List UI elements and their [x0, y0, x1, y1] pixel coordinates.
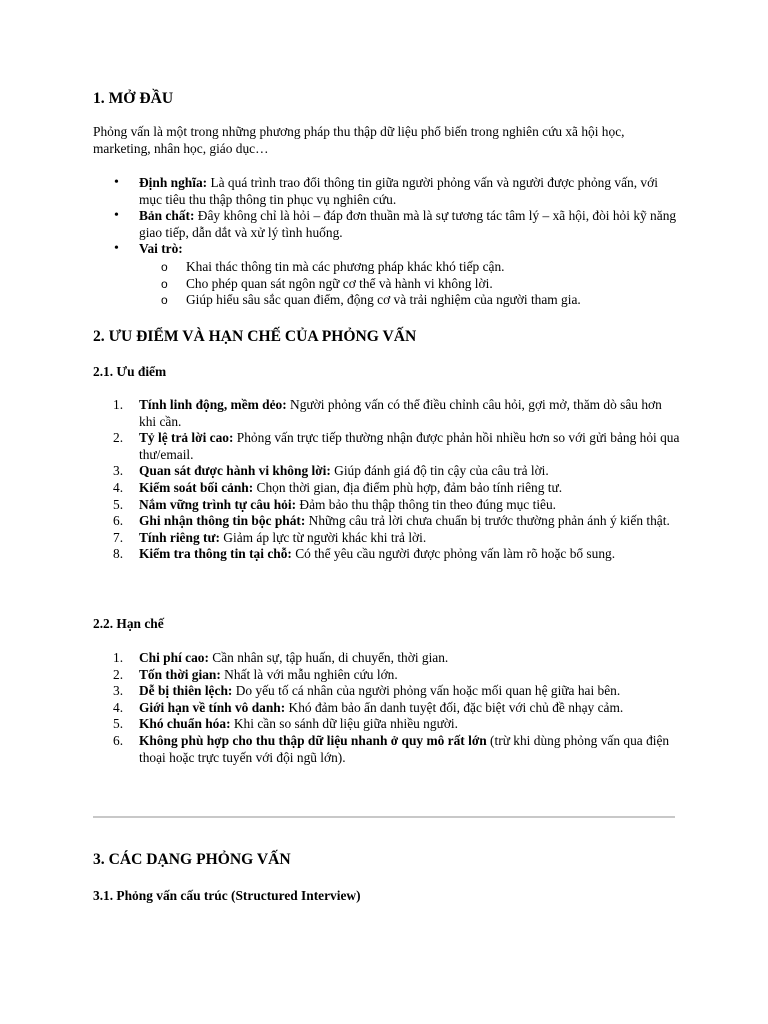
definition: Nhất là với mẫu nghiên cứu lớn.: [220, 666, 398, 682]
circle-bullet-icon: o: [161, 293, 168, 308]
definition: Khi cần so sánh dữ liệu giữa nhiều người.: [230, 716, 458, 732]
definition: Đảm bảo thu thập thông tin theo đúng mục tiêu.: [296, 496, 557, 512]
list-item: [93, 530, 681, 547]
subsection-3-1-title: 3.1. Phỏng vấn cấu trúc (Structured Interview): [93, 888, 361, 903]
term: Khó chuẩn hóa:: [139, 716, 231, 732]
list-item: [93, 650, 681, 667]
definition: Có thể yêu cầu người được phỏng vấn làm rõ hoặc bổ sung.: [291, 546, 616, 562]
list-item: [93, 497, 681, 514]
list-item: [93, 430, 681, 463]
section-1-bullet-list: [93, 175, 681, 258]
list-item: [93, 259, 681, 276]
definition: Người phỏng vấn có thể điều chỉnh câu hỏi, gợi mở, thăm dò sâu hơn khi cần.: [139, 397, 662, 429]
item-number: 2.: [113, 430, 124, 446]
list-item: [93, 208, 681, 241]
term: Không phù hợp cho thu thập dữ liệu nhanh ở quy mô rất lớn: [139, 732, 487, 748]
term: Quan sát được hành vi không lời:: [139, 463, 331, 479]
term: Bản chất:: [139, 208, 195, 224]
subsection-2-2-title: 2.2. Hạn chế: [93, 616, 164, 631]
term: Tính riêng tư:: [139, 529, 220, 545]
list-item: [93, 733, 681, 766]
item-number: 3.: [113, 463, 124, 479]
term: Tỷ lệ trả lời cao:: [139, 430, 234, 446]
horizontal-divider: [93, 816, 675, 818]
definition: Phỏng vấn trực tiếp thường nhận được phản hồi nhiều hơn so với gửi bảng hỏi qua thư/email.: [139, 430, 680, 462]
definition: Giúp đánh giá độ tin cậy của câu trả lời.: [330, 463, 549, 479]
item-number: 5.: [113, 496, 124, 512]
list-item: [93, 683, 681, 700]
list-item: [93, 276, 681, 293]
definition: Đây không chỉ là hỏi – đáp đơn thuần mà là sự tương tác tâm lý – xã hội, đòi hỏi kỹ năng giao tiếp, dẫn dắt và xử lý tình huống.: [139, 208, 677, 240]
term: Dễ bị thiên lệch:: [139, 683, 233, 699]
list-item: [93, 292, 681, 309]
section-1-title: 1. MỞ ĐẦU: [93, 90, 174, 107]
term: Kiểm tra thông tin tại chỗ:: [139, 546, 292, 562]
term: Kiểm soát bối cảnh:: [139, 479, 254, 495]
term: Nắm vững trình tự câu hỏi:: [139, 496, 297, 512]
item-number: 1.: [113, 650, 124, 665]
item-number: 3.: [113, 683, 124, 699]
list-item: [93, 546, 681, 563]
circle-bullet-icon: o: [161, 260, 168, 274]
definition: (trừ khi dùng phỏng vấn qua điện thoại hoặc trực tuyến với đội ngũ lớn).: [139, 732, 670, 765]
list-item: [93, 480, 681, 497]
item-number: 2.: [113, 666, 124, 682]
list-item: [93, 241, 681, 258]
list-item: [93, 463, 681, 480]
list-item: [93, 700, 681, 717]
subsection-2-1-title: 2.1. Ưu điểm: [93, 364, 167, 379]
definition: Do yếu tố cá nhân của người phỏng vấn hoặc mối quan hệ giữa hai bên.: [232, 683, 621, 699]
section-2-title: 2. ƯU ĐIỂM VÀ HẠN CHẾ CỦA PHỎNG VẤN: [93, 328, 417, 345]
item-number: 4.: [113, 479, 124, 495]
list-item: [93, 667, 681, 684]
definition: Chọn thời gian, địa điểm phù hợp, đảm bảo tính riêng tư.: [253, 479, 563, 495]
item-number: 6.: [113, 732, 124, 748]
term: Định nghĩa:: [139, 175, 208, 190]
section-3-title: 3. CÁC DẠNG PHỎNG VẤN: [93, 851, 291, 868]
list-item: [93, 397, 681, 430]
item-number: 8.: [113, 546, 124, 562]
definition: Những câu trả lời chưa chuẩn bị trước thường phản ánh ý kiến thật.: [305, 513, 670, 529]
term: Tốn thời gian:: [139, 666, 221, 682]
item-number: 4.: [113, 699, 124, 715]
item-number: 6.: [113, 513, 124, 529]
limitations-list: [93, 650, 681, 766]
section-1-intro: Phỏng vấn là một trong những phương pháp thu thập dữ liệu phổ biến trong nghiên cứu xã hội học, marketing, nhân học, giáo dục…: [93, 124, 625, 156]
definition: Khó đảm bảo ẩn danh tuyệt đối, đặc biệt với chủ đề nhạy cảm.: [285, 699, 624, 715]
list-item: [93, 716, 681, 733]
term: Vai trò:: [139, 241, 183, 257]
term: Ghi nhận thông tin bộc phát:: [139, 513, 306, 529]
advantages-list: [93, 397, 681, 563]
definition: Cần nhân sự, tập huấn, di chuyển, thời gian.: [208, 650, 449, 665]
roles-sublist: [93, 259, 681, 309]
item-number: 1.: [113, 397, 124, 412]
item-number: 5.: [113, 716, 124, 732]
role-text: Khai thác thông tin mà các phương pháp khác khó tiếp cận.: [186, 259, 505, 274]
role-text: Giúp hiểu sâu sắc quan điểm, động cơ và trải nghiệm của người tham gia.: [186, 292, 581, 308]
list-item: [93, 513, 681, 530]
definition: Giảm áp lực từ người khác khi trả lời.: [219, 529, 427, 545]
list-item: [93, 175, 681, 208]
role-text: Cho phép quan sát ngôn ngữ cơ thể và hành vi không lời.: [186, 275, 493, 291]
term: Giới hạn về tính vô danh:: [139, 699, 286, 715]
term: Tính linh động, mềm dẻo:: [139, 397, 287, 412]
circle-bullet-icon: o: [161, 276, 168, 291]
item-number: 7.: [113, 529, 124, 545]
term: Chi phí cao:: [139, 650, 209, 665]
definition: Là quá trình trao đổi thông tin giữa người phỏng vấn và người được phỏng vấn, với mục tiêu thu thập thông tin phục vụ nghiên cứu.: [139, 175, 658, 207]
